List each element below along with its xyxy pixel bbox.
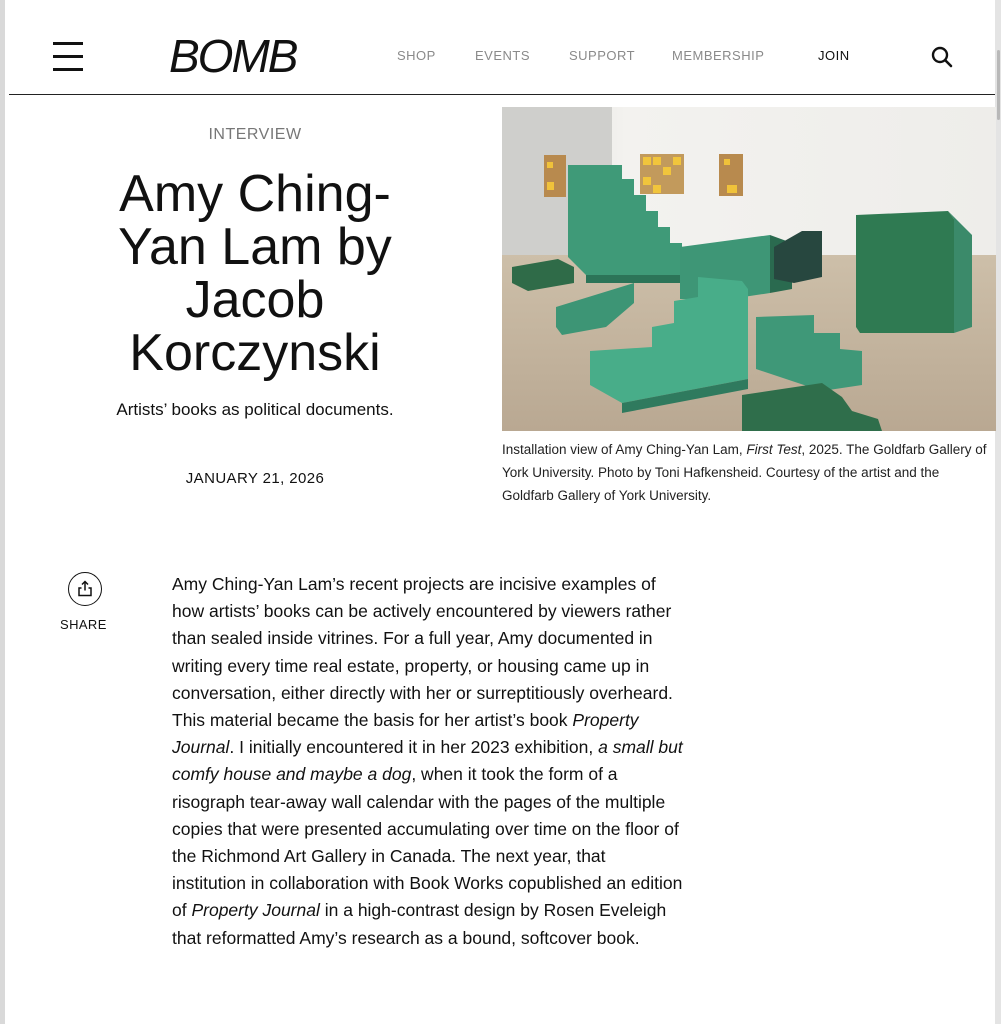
article-date: JANUARY 21, 2026 bbox=[185, 470, 325, 487]
article-category[interactable]: INTERVIEW bbox=[208, 126, 302, 143]
nav-membership[interactable]: MEMBERSHIP bbox=[672, 48, 765, 63]
article-body-paragraph bbox=[172, 571, 684, 952]
site-header bbox=[9, 0, 995, 95]
body-text-1: Amy Ching-Yan Lam’s recent projects are incisive examples of how artists’ books can be actively encountered by viewers rather than sealed inside vitrines. For a full year, Amy documented in writing every time real estate, property, or housing came up in conversation, either directly with her or surreptitiously overheard. This material became the basis for her artist’s book bbox=[172, 574, 673, 731]
nav-shop[interactable]: SHOP bbox=[397, 48, 436, 63]
nav-events[interactable]: EVENTS bbox=[475, 48, 531, 63]
share-icon bbox=[77, 580, 93, 597]
hero-image bbox=[502, 107, 996, 431]
site-logo[interactable]: BOMB bbox=[169, 30, 297, 82]
article-title: Amy Ching-Yan Lam by Jacob Korczynski bbox=[118, 165, 392, 382]
nav-join[interactable]: JOIN bbox=[818, 48, 850, 63]
caption-work-title: First Test bbox=[746, 442, 802, 457]
search-icon[interactable] bbox=[931, 46, 953, 68]
nav-support[interactable]: SUPPORT bbox=[569, 48, 636, 63]
menu-icon[interactable] bbox=[53, 42, 83, 72]
body-text-4: in a high-contrast design by Rosen Eveleigh that reformatted Amy’s research as a bound, softcover book. bbox=[172, 900, 667, 948]
caption-text-pre: Installation view of Amy Ching-Yan Lam, bbox=[502, 442, 747, 457]
body-text-3: , when it took the form of a risograph tear-away wall calendar with the pages of the multiple copies that were presented accumulating over time on the floor of the Richmond Art Gallery in Canada. The next year, that institution in collaboration with Book Works copublished an edition of bbox=[172, 764, 683, 921]
share-button[interactable] bbox=[68, 572, 102, 606]
body-italic-exhibition-title: a small but comfy house and maybe a dog bbox=[172, 737, 683, 785]
share-label[interactable]: SHARE bbox=[60, 617, 107, 632]
hero-caption bbox=[502, 438, 987, 507]
article-dek: Artists’ books as political documents. bbox=[116, 400, 394, 419]
caption-text-post: , 2025. The Goldfarb Gallery of York University. Photo by Toni Hafkensheid. Courtesy of the artist and the Goldfarb Gallery of York University. bbox=[502, 442, 987, 503]
scrollbar-thumb[interactable] bbox=[997, 50, 1000, 120]
body-italic-property-journal: Property Journal bbox=[172, 710, 639, 758]
body-text-2: . I initially encountered it in her 2023 exhibition, bbox=[229, 737, 599, 758]
window-frame-left bbox=[0, 0, 5, 1024]
body-italic-property-journal-2: Property Journal bbox=[191, 900, 320, 921]
